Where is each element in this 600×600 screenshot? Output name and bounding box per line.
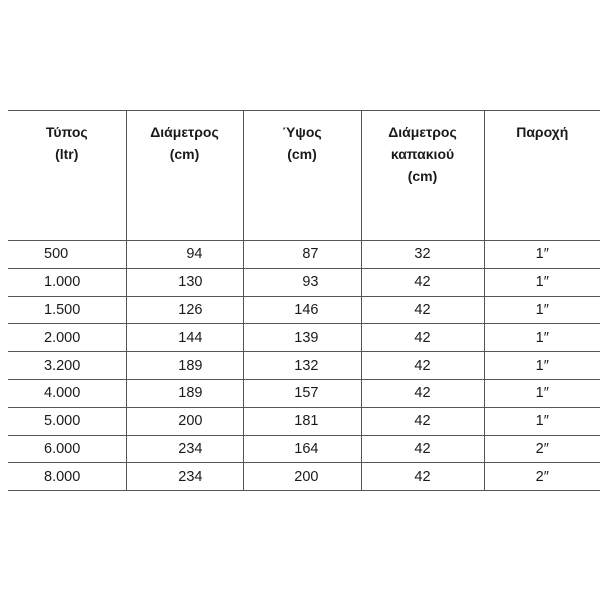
cell-height: 87 [243, 241, 361, 269]
cell-type: 3.200 [8, 352, 126, 380]
header-lid-diameter-line: Διάμετρος [388, 124, 457, 140]
cell-lid-diameter: 42 [361, 296, 484, 324]
table-row [8, 324, 600, 352]
cell-type: 1.500 [8, 296, 126, 324]
cell-lid-diameter: 42 [361, 435, 484, 463]
cell-flow: 1″ [484, 324, 600, 352]
cell-flow: 1″ [484, 268, 600, 296]
cell-lid-diameter: 42 [361, 352, 484, 380]
header-height-line: (cm) [287, 146, 317, 162]
header-type [8, 111, 126, 241]
cell-type: 2.000 [8, 324, 126, 352]
cell-diameter: 234 [126, 463, 243, 491]
table-row [8, 352, 600, 380]
header-diameter-line: Διάμετρος [150, 124, 219, 140]
header-lid-diameter-line: καπακιού [390, 146, 455, 162]
cell-height: 181 [243, 407, 361, 435]
table-row [8, 435, 600, 463]
table-body [8, 241, 600, 491]
cell-lid-diameter: 32 [361, 241, 484, 269]
header-lid-diameter [361, 111, 484, 241]
cell-diameter: 126 [126, 296, 243, 324]
cell-diameter: 189 [126, 352, 243, 380]
table-row [8, 241, 600, 269]
cell-type: 5.000 [8, 407, 126, 435]
header-flow-line: Παροχή [516, 124, 569, 140]
cell-lid-diameter: 42 [361, 324, 484, 352]
cell-diameter: 130 [126, 268, 243, 296]
cell-flow: 1″ [484, 407, 600, 435]
cell-flow: 1″ [484, 352, 600, 380]
cell-lid-diameter: 42 [361, 463, 484, 491]
cell-diameter: 144 [126, 324, 243, 352]
cell-height: 200 [243, 463, 361, 491]
header-lid-diameter-line: (cm) [407, 168, 438, 184]
header-height [243, 111, 361, 241]
cell-flow: 2″ [484, 435, 600, 463]
header-diameter [126, 111, 243, 241]
table-row [8, 379, 600, 407]
cell-diameter: 94 [126, 241, 243, 269]
cell-flow: 1″ [484, 296, 600, 324]
cell-diameter: 234 [126, 435, 243, 463]
table-header [8, 111, 600, 241]
cell-height: 93 [243, 268, 361, 296]
table-row [8, 268, 600, 296]
cell-height: 139 [243, 324, 361, 352]
cell-diameter: 200 [126, 407, 243, 435]
cell-height: 132 [243, 352, 361, 380]
cell-type: 4.000 [8, 379, 126, 407]
header-height-line: Ύψος [282, 124, 322, 140]
cell-lid-diameter: 42 [361, 407, 484, 435]
cell-diameter: 189 [126, 379, 243, 407]
cell-height: 146 [243, 296, 361, 324]
cell-flow: 2″ [484, 463, 600, 491]
cell-type: 8.000 [8, 463, 126, 491]
header-row [8, 111, 600, 241]
cell-type: 6.000 [8, 435, 126, 463]
cell-type: 500 [8, 241, 126, 269]
cell-flow: 1″ [484, 379, 600, 407]
cell-type: 1.000 [8, 268, 126, 296]
header-type-line: Τύπος [45, 124, 88, 140]
cell-lid-diameter: 42 [361, 268, 484, 296]
cell-height: 157 [243, 379, 361, 407]
table-row [8, 296, 600, 324]
cell-flow: 1″ [484, 241, 600, 269]
cell-lid-diameter: 42 [361, 379, 484, 407]
cell-height: 164 [243, 435, 361, 463]
table-row [8, 463, 600, 491]
header-type-line: (ltr) [55, 146, 79, 162]
header-diameter-line: (cm) [169, 146, 200, 162]
header-flow [484, 111, 600, 241]
spec-table [8, 110, 600, 491]
table-row [8, 407, 600, 435]
